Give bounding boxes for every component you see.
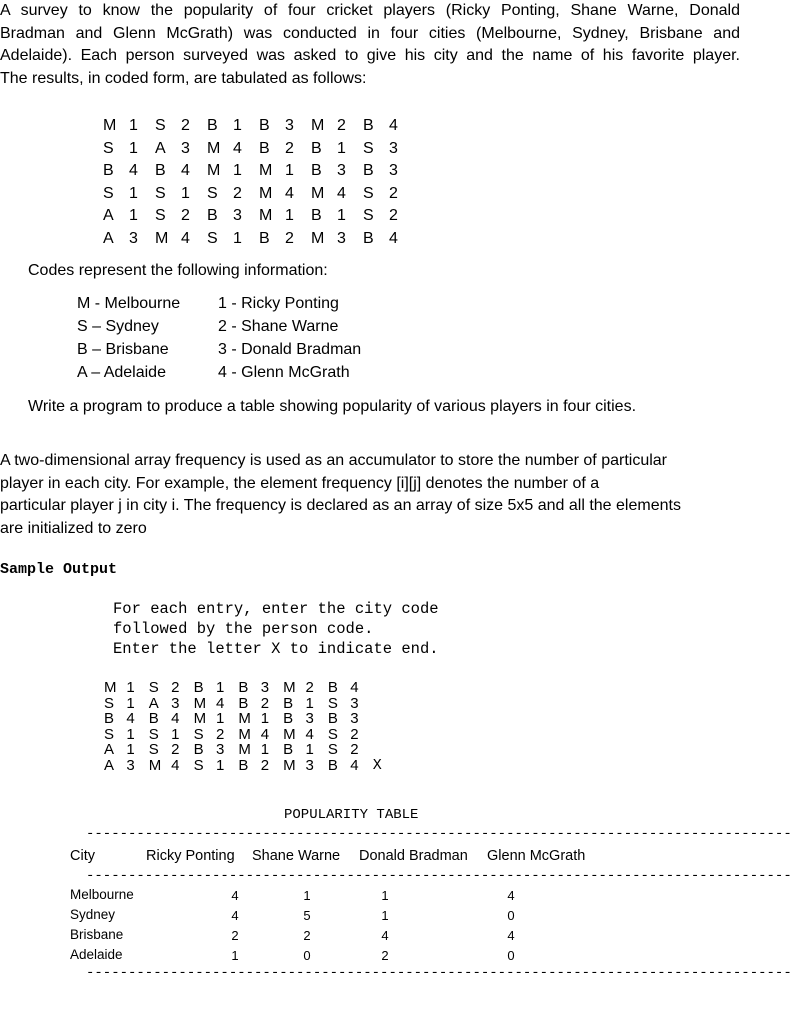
table-value-cell: 0: [507, 948, 515, 963]
survey-code: 1: [129, 207, 138, 224]
input-code: B: [327, 710, 338, 728]
input-code: 2: [260, 694, 270, 712]
survey-code: M: [311, 229, 325, 247]
table-value-cell: 1: [231, 948, 239, 963]
codes-heading: Codes represent the following information:: [28, 262, 328, 279]
input-code: 4: [126, 710, 135, 728]
input-code: S: [327, 725, 338, 743]
survey-code: B: [311, 207, 322, 224]
table-value-cell: 2: [303, 928, 311, 943]
intro-line: The results, in coded form, are tabulated as follows:: [0, 70, 367, 88]
input-code: 3: [260, 679, 270, 696]
survey-code: S: [207, 229, 218, 247]
input-code: B: [327, 756, 338, 774]
popularity-table-title: POPULARITY TABLE: [284, 807, 419, 823]
prompt-text: [113, 599, 439, 659]
input-code: S: [327, 741, 338, 759]
input-code: 4: [260, 725, 270, 743]
survey-code: S: [207, 184, 218, 202]
input-code: 1: [305, 694, 314, 712]
survey-code: 1: [233, 117, 242, 134]
survey-code: B: [207, 117, 218, 134]
survey-code: S: [103, 139, 114, 157]
input-code: B: [283, 741, 294, 759]
input-code: M: [238, 741, 251, 759]
survey-code: 4: [337, 184, 346, 202]
table-header: Shane Warne: [252, 848, 341, 864]
table-value-cell: 4: [507, 928, 515, 943]
survey-code: 2: [337, 117, 346, 134]
input-code: 3: [305, 710, 314, 728]
input-code: 1: [126, 694, 135, 712]
survey-code: 1: [233, 162, 242, 179]
survey-code: 3: [233, 207, 242, 224]
input-code: M: [238, 725, 251, 743]
input-code: A: [148, 694, 159, 712]
survey-code: M: [155, 229, 169, 247]
grid-spacer: [373, 726, 395, 742]
survey-code: 1: [337, 207, 346, 224]
survey-code: S: [155, 184, 166, 202]
input-code: S: [193, 725, 204, 743]
input-code: S: [104, 694, 115, 712]
code-row: [77, 341, 397, 364]
code-row: [77, 364, 397, 387]
survey-code: S: [155, 117, 166, 134]
input-code: M: [104, 679, 117, 696]
city-code: S – Sydney: [77, 318, 159, 335]
table-header: Glenn McGrath: [487, 848, 586, 864]
intro-line: Adelaide). Each person surveyed was asked to give his city and the name of his favorite player.: [0, 47, 740, 65]
table-value-cell: 1: [303, 888, 311, 903]
input-code: 4: [350, 756, 359, 774]
input-code: B: [327, 679, 338, 696]
table-value-cell: 2: [381, 948, 389, 963]
survey-code: 1: [129, 117, 138, 134]
input-code: 4: [350, 679, 359, 696]
explain-line: are initialized to zero: [0, 520, 147, 538]
input-code: A: [104, 756, 115, 774]
input-code: 1: [126, 679, 135, 696]
input-code: 1: [171, 725, 180, 743]
survey-code: 3: [129, 229, 138, 247]
input-code: S: [193, 756, 204, 774]
input-code: S: [327, 694, 338, 712]
survey-code: M: [103, 117, 117, 134]
survey-code: 2: [389, 207, 398, 224]
table-city-cell: Adelaide: [70, 947, 123, 962]
input-code: B: [283, 710, 294, 728]
input-code: 2: [171, 741, 180, 759]
table-value-cell: 1: [381, 908, 389, 923]
survey-code: 4: [389, 117, 398, 134]
intro-paragraph: [0, 0, 740, 91]
survey-code: S: [363, 139, 374, 157]
intro-line: A survey to know the popularity of four cricket players (Ricky Ponting, Shane Warne, Donald: [0, 2, 740, 19]
survey-code: M: [207, 139, 221, 157]
table-value-cell: 1: [381, 888, 389, 903]
table-city-cell: Sydney: [70, 907, 116, 922]
input-code: 1: [260, 741, 270, 759]
survey-code: 4: [285, 184, 294, 202]
input-code: S: [148, 679, 159, 696]
table-header: Donald Bradman: [359, 848, 468, 864]
input-code: S: [148, 741, 159, 759]
table-value-cell: 4: [231, 888, 239, 903]
input-code: 2: [305, 679, 314, 696]
survey-code: 1: [337, 139, 346, 157]
input-code: 1: [215, 756, 225, 774]
input-code: B: [104, 710, 115, 728]
input-code: 2: [171, 679, 180, 696]
survey-code: B: [259, 139, 270, 157]
player-code: 4 - Glenn McGrath: [218, 364, 350, 381]
survey-code: 4: [129, 162, 138, 179]
explain-line: player in each city. For example, the element frequency [i][j] denotes the number of a: [0, 474, 600, 492]
input-code: S: [148, 725, 159, 743]
survey-code: 2: [389, 184, 398, 202]
input-code: 2: [350, 725, 359, 743]
survey-code: 3: [389, 139, 398, 157]
input-code: B: [148, 710, 159, 728]
codes-legend: [77, 295, 397, 387]
city-code: A – Adelaide: [77, 364, 166, 381]
player-code: 3 - Donald Bradman: [218, 341, 362, 358]
survey-code: S: [363, 184, 374, 202]
survey-code: M: [259, 207, 273, 224]
table-value-cell: 4: [507, 888, 515, 903]
prompt-line: For each entry, enter the city code: [113, 600, 439, 618]
table-header: City: [70, 848, 95, 864]
survey-code: M: [207, 162, 221, 179]
input-code: 3: [215, 741, 225, 759]
input-code: 3: [126, 756, 135, 774]
task-statement: Write a program to produce a table showing popularity of various players in four cities.: [28, 398, 637, 415]
input-code: 3: [350, 694, 359, 712]
player-code: 1 - Ricky Ponting: [218, 295, 339, 312]
player-code: 2 - Shane Warne: [218, 318, 339, 335]
input-code: 3: [305, 756, 314, 774]
input-code: 1: [215, 679, 225, 696]
survey-code: B: [103, 162, 114, 179]
prompt-line: Enter the letter X to indicate end.: [113, 640, 439, 658]
input-code: 2: [260, 756, 270, 774]
survey-code: 3: [337, 229, 346, 247]
survey-code: B: [363, 162, 374, 179]
input-code: B: [238, 694, 249, 712]
dash-divider: ------------------------------------------------------------------------------------: [86, 826, 792, 842]
survey-code: 4: [233, 139, 242, 157]
input-code: 2: [215, 725, 225, 743]
input-code: 4: [171, 756, 180, 774]
table-value-cell: 0: [507, 908, 515, 923]
input-code: 4: [171, 710, 180, 728]
dash-divider: ------------------------------------------------------------------------------------: [86, 868, 792, 884]
survey-code: S: [103, 184, 114, 202]
explanation-paragraph: [0, 450, 740, 541]
input-code: 1: [260, 710, 270, 728]
survey-code: 2: [233, 184, 242, 202]
explain-line: particular player j in city i. The frequency is declared as an array of size 5x5 and all the elements: [0, 497, 681, 515]
survey-code: 1: [129, 184, 138, 202]
input-code: M: [148, 756, 162, 774]
survey-code: M: [311, 184, 325, 202]
table-value-cell: 5: [303, 908, 311, 923]
explain-line: A two-dimensional array frequency is used as an accumulator to store the number of particular: [0, 452, 667, 469]
survey-code: 2: [181, 117, 190, 134]
input-code: 1: [215, 710, 225, 728]
survey-code: 2: [181, 207, 190, 224]
survey-code: 1: [285, 162, 294, 179]
survey-code: M: [259, 162, 273, 179]
input-code: M: [193, 694, 207, 712]
survey-code: 1: [129, 139, 138, 157]
survey-code: 1: [285, 207, 294, 224]
survey-code: A: [103, 207, 114, 224]
survey-code: 2: [285, 139, 294, 157]
grid-spacer: [373, 679, 395, 695]
table-header: Ricky Ponting: [146, 848, 235, 864]
survey-code: 3: [181, 139, 190, 157]
sample-input-grid: [104, 679, 395, 773]
input-code: M: [238, 710, 251, 728]
input-code: 2: [350, 741, 359, 759]
input-code: 3: [171, 694, 180, 712]
survey-code: A: [103, 229, 114, 247]
table-value-cell: 4: [231, 908, 239, 923]
survey-code: 1: [233, 229, 242, 247]
city-code: M - Melbourne: [77, 295, 181, 312]
end-marker: X: [372, 756, 382, 774]
survey-code: B: [363, 117, 374, 134]
survey-code: S: [155, 207, 166, 224]
survey-code: 2: [285, 229, 294, 247]
survey-code: 3: [285, 117, 294, 134]
input-code: 4: [215, 694, 225, 712]
input-code: M: [193, 710, 207, 728]
grid-spacer: [373, 710, 395, 726]
input-code: 3: [350, 710, 359, 728]
survey-code: 4: [181, 162, 190, 179]
input-code: 1: [126, 725, 135, 743]
input-code: 4: [305, 725, 314, 743]
input-code: 1: [126, 741, 135, 759]
survey-data-grid: [103, 117, 415, 252]
survey-code: A: [155, 139, 166, 157]
grid-spacer: [373, 695, 395, 711]
survey-code: B: [363, 229, 374, 247]
input-code: B: [238, 756, 249, 774]
table-value-cell: 4: [381, 928, 389, 943]
survey-code: 1: [181, 184, 190, 202]
survey-code: S: [363, 207, 374, 224]
city-code: B – Brisbane: [77, 341, 169, 358]
input-code: M: [283, 679, 296, 696]
survey-code: B: [311, 139, 322, 157]
input-code: B: [283, 694, 294, 712]
input-code: B: [193, 741, 204, 759]
input-code: M: [283, 756, 296, 774]
input-code: S: [104, 725, 115, 743]
table-value-cell: 2: [231, 928, 239, 943]
dash-divider: ------------------------------------------------------------------------------------: [86, 965, 792, 981]
sample-output-label: Sample Output: [0, 561, 118, 578]
input-code: B: [238, 679, 249, 696]
survey-code: B: [259, 229, 270, 247]
survey-code: M: [259, 184, 273, 202]
table-city-cell: Brisbane: [70, 927, 124, 942]
survey-code: 4: [389, 229, 398, 247]
input-code: B: [193, 679, 204, 696]
table-value-cell: 0: [303, 948, 311, 963]
survey-code: M: [311, 117, 325, 134]
grid-spacer: [373, 741, 395, 757]
table-city-cell: Melbourne: [70, 887, 134, 902]
survey-code: B: [259, 117, 270, 134]
survey-code: 4: [181, 229, 190, 247]
input-code: 1: [305, 741, 314, 759]
survey-code: B: [155, 162, 166, 179]
intro-line: Bradman and Glenn McGrath) was conducted in four cities (Melbourne, Sydney, Brisbane and: [0, 24, 740, 42]
code-row: [77, 318, 397, 341]
code-row: [77, 295, 397, 318]
input-code: M: [283, 725, 296, 743]
survey-code: 3: [389, 162, 398, 179]
input-code: A: [104, 741, 115, 759]
survey-code: 3: [337, 162, 346, 179]
survey-code: B: [311, 162, 322, 179]
survey-code: B: [207, 207, 218, 224]
prompt-line: followed by the person code.: [113, 620, 374, 638]
